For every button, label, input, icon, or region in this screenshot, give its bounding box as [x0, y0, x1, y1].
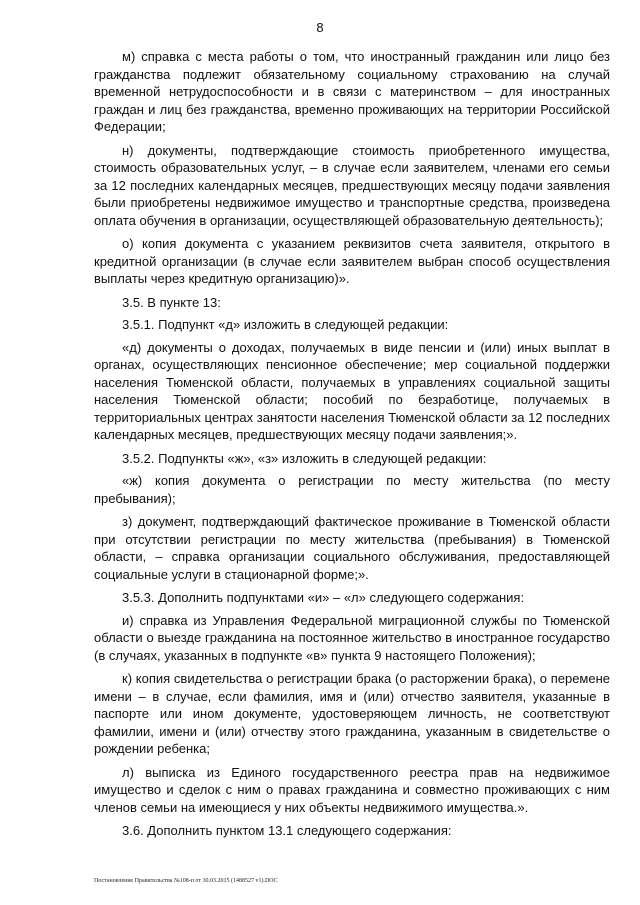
paragraph-3-5-2: 3.5.2. Подпункты «ж», «з» изложить в следующей редакции:: [122, 450, 487, 466]
page-number: 8: [316, 20, 324, 35]
paragraph-i: и) справка из Управления Федеральной миграционной службы по Тюменской области о выезде гражданина на постоянное жительство в иностранное государство (в случаях, указанных в подпункте «в» пункта 9 настоящего Положения);: [94, 612, 610, 663]
paragraph-3-6: 3.6. Дополнить пунктом 13.1 следующего содержания:: [122, 823, 452, 838]
paragraph-n: н) документы, подтверждающие стоимость приобретенного имущества, стоимость образовательных услуг, – в случае если заявителем, членами его семьи за 12 последних календарных месяцев, предшествующих месяцу подачи заявления были приобретены недвижимое имущество и транспортные средства, произведена оплата обучения в организации, осуществляющей образовательную деятельность);: [94, 142, 610, 228]
paragraph-z: з) документ, подтверждающий фактическое проживание в Тюменской области при отсутствии регистрации по месту жительства (пребывания) в Тюменской области, – справка организации социального обслуживания, предоставляющей социальные услуги в стационарной форме;».: [94, 514, 610, 582]
paragraph-k: к) копия свидетельства о регистрации брака (о расторжении брака), о перемене имени – в случае, если фамилия, имя и (или) отчество заявителя, указанные в паспорте или ином документе, удостоверяющем личность, не соответствуют фамилии, имени и (или) отчеству этого гражданина, указанным в свидетельстве о рождении ребенка;: [94, 671, 610, 756]
paragraph-l: л) выписка из Единого государственного реестра прав на недвижимое имущество и сделок с ним о правах гражданина и совместно проживающих с ним членов семьи на имеющиеся у них объекты недвижимого имущества.».: [94, 764, 610, 815]
paragraph-3-5: 3.5. В пункте 13:: [122, 294, 221, 310]
paragraph-d: «д) документы о доходах, получаемых в виде пенсии и (или) иных выплат в органах, осуществляющих пенсионное обеспечение; мер социальной поддержки населения Тюменской области, получаемых в управлениях социальной защиты населения Тюменской области; пособий по безработице, получаемых в территориальных центрах занятости населения Тюменской области за 12 последних календарных месяцев, предшествующих месяцу подачи заявления;».: [94, 339, 610, 442]
document-body: [94, 48, 610, 846]
paragraph-zh: «ж) копия документа о регистрации по месту жительства (по месту пребывания);: [94, 473, 610, 506]
paragraph-3-5-3: 3.5.3. Дополнить подпунктами «и» – «л» следующего содержания:: [122, 590, 525, 605]
paragraph-o: о) копия документа с указанием реквизитов счета заявителя, открытого в кредитной организации (в случае если заявителем выбран способ осуществления выплаты через кредитную организацию)».: [94, 236, 610, 286]
document-footer: Постановление Правительства №108-п от 30.03.2015 (1488527 v1).DOC: [94, 878, 278, 884]
paragraph-m: м) справка с места работы о том, что иностранный гражданин или лицо без гражданства подлежит обязательному социальному страхованию на случай временной нетрудоспособности и в связи с материнством – для иностранных граждан и лиц без гражданства, временно проживающих на территории Российской Федерации;: [94, 49, 610, 134]
paragraph-3-5-1: 3.5.1. Подпункт «д» изложить в следующей редакции:: [122, 317, 449, 332]
